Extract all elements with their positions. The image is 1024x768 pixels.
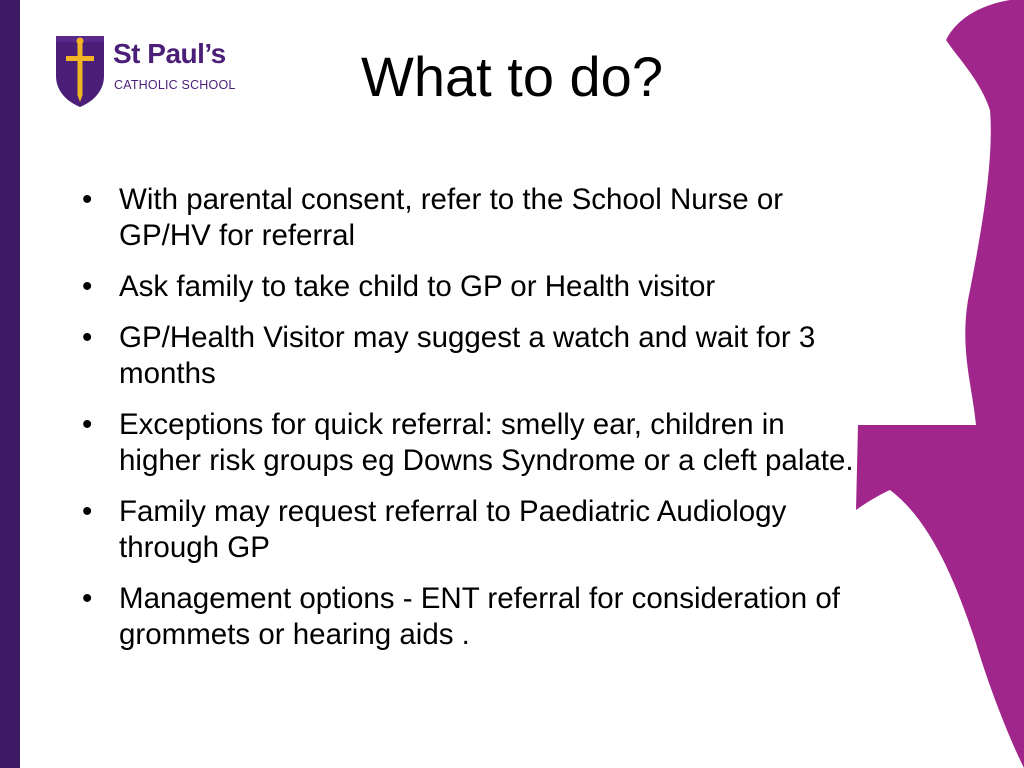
bullet-dot-icon: • (82, 582, 93, 615)
bullet-list (80, 182, 860, 668)
bullet-dot-icon: • (82, 270, 93, 303)
bullet-item (80, 182, 860, 254)
bullet-dot-icon: • (82, 495, 93, 528)
bullet-item (80, 407, 860, 479)
bullet-item (80, 581, 860, 653)
bullet-text: Ask family to take child to GP or Health visitor (119, 270, 716, 303)
school-name: St Paul’s (113, 38, 226, 69)
bullet-text: GP/Health Visitor may suggest a watch and wait for 3 months (119, 321, 816, 390)
bullet-dot-icon: • (82, 408, 93, 441)
slide-title: What to do? (361, 45, 663, 108)
bullet-dot-icon: • (82, 321, 93, 354)
bullet-text: Family may request referral to Paediatric Audiology through GP (119, 495, 787, 564)
bullet-text: Exceptions for quick referral: smelly ear, children in higher risk groups eg Downs Syndrome or a cleft palate. (119, 408, 854, 477)
bullet-dot-icon: • (82, 183, 93, 216)
bullet-item (80, 269, 860, 305)
bullet-text: Management options - ENT referral for consideration of grommets or hearing aids . (119, 582, 840, 651)
bullet-item (80, 320, 860, 392)
bullet-item (80, 494, 860, 566)
bullet-text: With parental consent, refer to the School Nurse or GP/HV for referral (119, 183, 784, 252)
school-subtitle: CATHOLIC SCHOOL (114, 78, 236, 92)
